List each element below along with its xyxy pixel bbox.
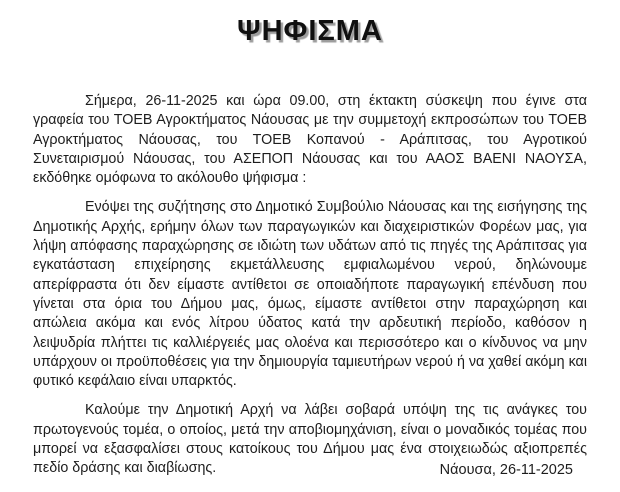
paragraph-resolution-statement: Ενόψει της συζήτησης στο Δημοτικό Συμβούλιο Νάουσας και της εισήγησης της Δημοτικής Αρχής, ερήμην όλων των παραγωγικών και διαχειριστικών Φορέων μας, για λήψη απόφασης παραχώρησης σε ιδιώτη των υδάτων από τις πηγές της Αράπιτσας για εγκατάσταση επιχείρησης εκμετάλλευσης εμφιαλωμένου νερού, δηλώνουμε απερίφραστα ότι δεν είμαστε αντίθετοι σε οποιαδήποτε παραγωγική επένδυση που γίνεται στα όρια του Δήμου μας, όμως, είμαστε αντίθετοι στην παραχώρηση και απώλεια ακόμα και ενός λίτρου ύδατος κατά την αρδευτική περίοδο, καθόσον η λειψυδρία πλήττει τις καλλιέργειές μας ολοένα και περισσότερο και ο κίνδυνος να μην υπάρχουν οι προϋποθέσεις για την δημιουργία ταμιευτήρων νερού ή να χαθεί ακόμη και φυτικό κεφάλαιο είναι υπαρκτός. <box>33 199 587 390</box>
document-title: ΨΗΦΙΣΜΑ <box>237 15 383 47</box>
closing-date: Νάουσα, 26-11-2025 <box>439 462 573 478</box>
document-body <box>33 92 587 479</box>
paragraph-meeting-intro: Σήμερα, 26-11-2025 και ώρα 09.00, στη έκτακτη σύσκεψη που έγινε στα γραφεία του ΤΟΕΒ Αγροκτήματος Νάουσας με την συμμετοχή εκπροσώπων του ΤΟΕΒ Αγροκτήματος Νάουσας, του ΤΟΕΒ Κοπανού - Αράπιτσας, του Αγροτικού Συνεταιρισμού Νάουσας, του ΑΣΕΠΟΠ Νάουσας και του ΑΑΟΣ ΒΑΕΝΙ ΝΑΟΥΣΑ, εκδόθηκε ομόφωνα το ακόλουθο ψήφισμα : <box>33 93 587 187</box>
paragraph-call-to-authority: Καλούμε την Δημοτική Αρχή να λάβει σοβαρά υπόψη της τις ανάγκες του πρωτογενούς τομέα, ο οποίος, μετά την αποβιομηχάνιση, είναι ο μοναδικός τομέας που μπορεί να εξασφαλίσει στους κατοίκους του Δήμου μας ένα στοιχειωδώς αξιοπρεπές πεδίο δράσης και διαβίωσης. <box>33 402 587 477</box>
